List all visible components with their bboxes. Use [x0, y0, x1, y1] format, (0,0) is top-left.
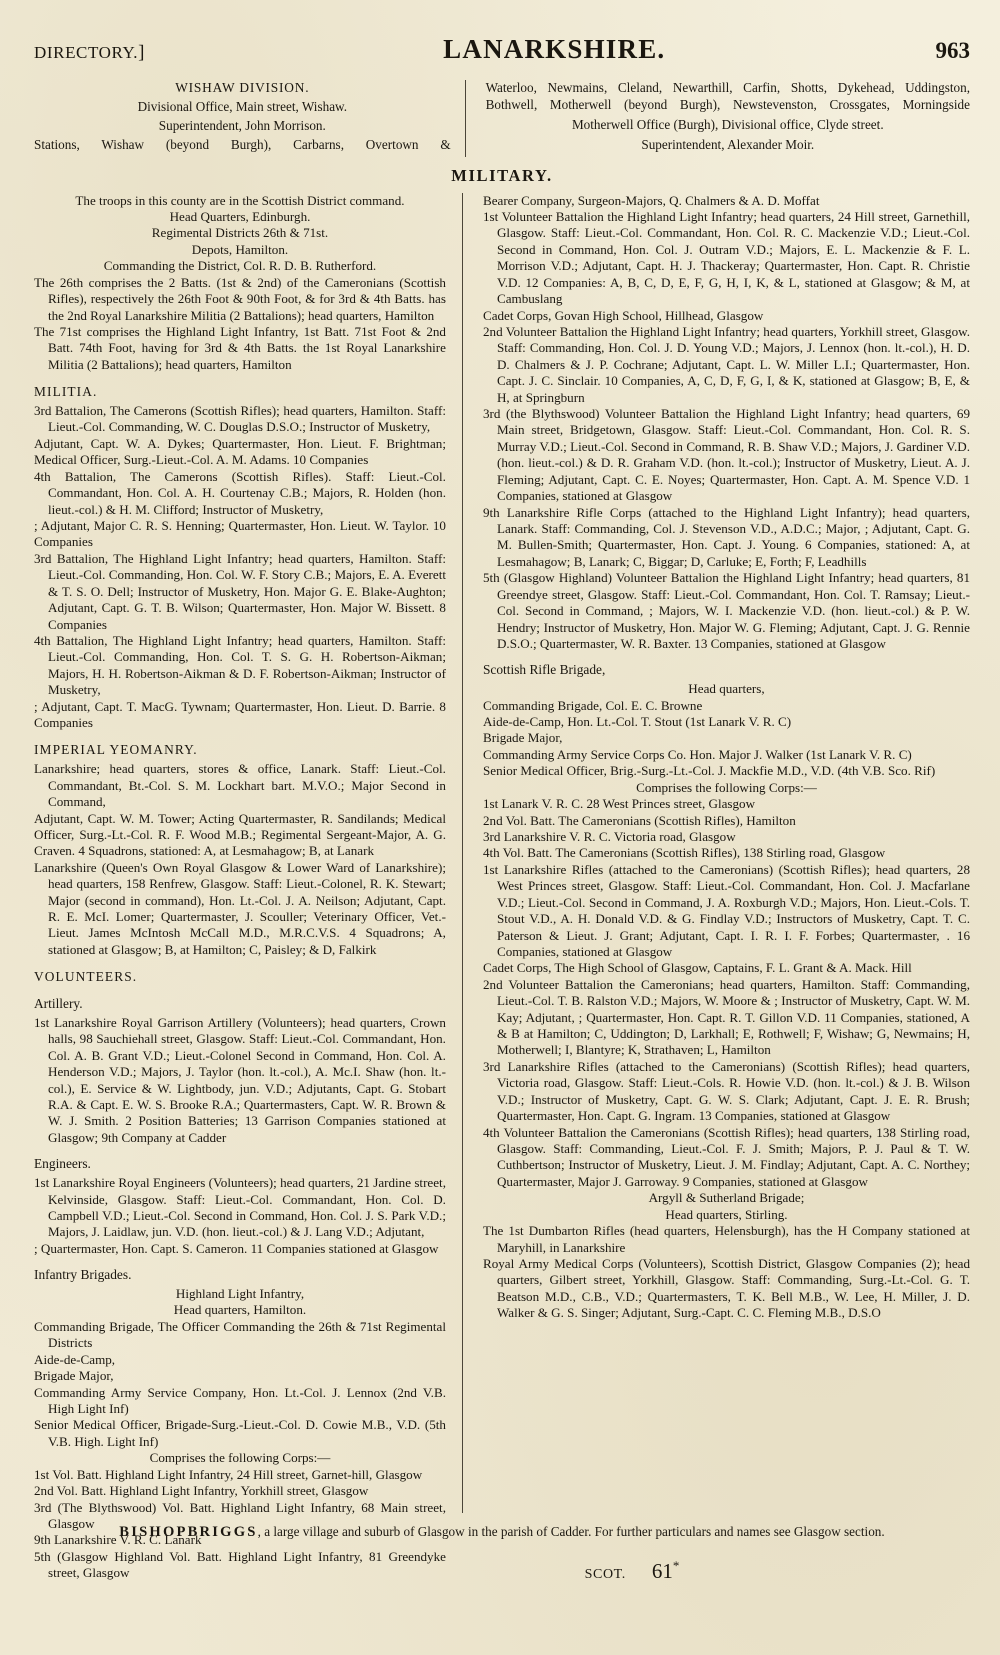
- intro-body-26th: The 26th comprises the 2 Batts. (1st & 2nd) of the Cameronians (Scottish Rifles), respectively the 26th Foot & 90th Foot, & for 3rd & 4th Batts. has the 2nd Royal Lanarkshire Militia (2 Battalions); head quarters, Hamilton: [34, 274, 446, 323]
- srb-staff-1: Commanding Brigade, Col. E. C. Browne: [482, 697, 703, 713]
- hli-brigade-staff-1: Commanding Brigade, The Officer Commanding the 26th & 71st Regimental Districts: [34, 1318, 446, 1351]
- wishaw-superintendent: Superintendent, John Morrison.: [158, 118, 326, 133]
- srb-staff-5: Senior Medical Officer, Brig.-Surg.-Lt.-Col. J. Mackfie M.D., V.D. (4th V.B. Sco. Rif): [482, 763, 936, 779]
- motherwell-superintendent: Superintendent, Alexander Moir.: [641, 136, 815, 152]
- intro-body-71st: The 71st comprises the Highland Light Infantry, 1st Batt. 71st Foot & 2nd Batt. 74th Foot, having for 3rd & 4th Batts. the 1st Royal Lanarkshire Militia (2 Battalions); head quarters, Hamilton: [34, 323, 446, 372]
- right-column: [462, 193, 970, 1513]
- srb-unit-2nd-vb-cameronians: 2nd Volunteer Battalion the Cameronians; head quarters, Hamilton. Staff: Commanding, Lieut.-Col. T. B. Ralston V.D.; Majors, W. Moore & ; Instructor of Musketry, Capt. W. M. Kay; Adjutant, ; Quartermaster, Hon. Capt. R. T. Gillon V.D. 11 Companies, stationed, A & B at Hamilton; C, Uddington; D, Larkhall; E, Rothwell; F, Wishaw; G, Newmains; H, Motherwell; I, Blantyre; K, Strathaven; L, Hamilton: [482, 976, 970, 1058]
- hli-brigade-corps-3: 3rd (The Blythswood) Vol. Batt. Highland Light Infantry, 68 Main street, Glasgow: [34, 1499, 446, 1531]
- militia-entry-1: 3rd Battalion, The Camerons (Scottish Rifles); head quarters, Hamilton. Staff: Lieut.-Col. Commanding, W. C. Douglas D.S.O.; Instructor of Musketry,: [34, 403, 446, 435]
- imperial-yeomanry-heading: IMPERIAL YEOMANRY.: [34, 742, 198, 758]
- militia-entry-4: 4th Battalion, The Highland Light Infantry; head quarters, Hamilton. Staff: Lieut.-Col. Commanding, Hon. Col. T. S. G. H. Robertson-Aikman; Majors, H. H. Robertson-Aikman & D. F. Robertson-Aikman; Instructor of Musketry,: [34, 632, 446, 698]
- artillery-entry-1: 1st Lanarkshire Royal Garrison Artillery (Volunteers); head quarters, Crown halls, 98 Sauchiehall street, Glasgow. Staff: Lieut.-Col. Commandant, Hon. Col. A. B. Grant V.D.; Lieut.-Colonel Second in Command, Hon. Col. A. Henderson V.D.; Majors, J. Taylor (hon. lt.-col.), A. Mc.I. Shaw (hon. lt.-col.), E. Service & W. Lightbody, jun. V.D.; Adjutants, Capt. G. Stobart R.A. & Capt. E. W. S. Brooke R.A.; Quartermasters, Capt. W. R. Brown & W. J. Smith. 2 Position Batteries; 13 Garrison Companies stationed at Glasgow; 9th Company at Cadder: [34, 1014, 446, 1145]
- srb-unit-3rd-lanarkshire: 3rd Lanarkshire Rifles (attached to the Cameronians) (Scottish Rifles); head quarters, Victoria road, Glasgow. Staff: Lieut.-Cols. R. Howie V.D. (hon. lt.-col.) & J. B. Wilson V.D.; Instructor of Musketry, Capt. G. W. S. Clark; Adjutant, Capt. J. E. R. Brush; Quartermaster, Hon. Capt. G. Ingram. 13 Companies, stationed at Glasgow: [482, 1058, 970, 1124]
- wishaw-division: [34, 80, 465, 157]
- scottish-rifle-brigade-name: Scottish Rifle Brigade,: [482, 662, 606, 678]
- scottish-rifle-brigade-hq: Head quarters,: [688, 681, 765, 697]
- motherwell-division: [465, 80, 970, 157]
- militia-entry-3: 3rd Battalion, The Highland Light Infantry; head quarters, Hamilton. Staff: Lieut.-Col. Commanding, Hon. Col. W. F. Story C.B.; Majors, E. A. Everett & T. S. O. Dell; Instructor of Musketry, Hon. Major G. E. Blake-Aughton; Adjutant, Capt. G. T. B. Wilson; Quartermaster, Hon. Major W. Bissett. 8 Companies: [34, 550, 446, 632]
- wishaw-stations-continued: Waterloo, Newmains, Cleland, Newarthill, Carfin, Shotts, Dykehead, Uddingston, Bothwell, Motherwell (beyond Burgh), Newstevenston, Crossgates, Morningside: [485, 80, 970, 112]
- srb-staff-2: Aide-de-Camp, Hon. Lt.-Col. T. Stout (1st Lanark V. R. C): [482, 714, 792, 730]
- argyll-entry-ramc: Royal Army Medical Corps (Volunteers), Scottish District, Glasgow Companies (2); head quarters, Gilbert street, Yorkhill, Glasgow. Staff: Commanding, Surg.-Lt.-Col. G. T. Beatson M.D., C.B., V.D.; Quartermasters, T. K. Bell M.B., W. Lee, H. Miller, J. D. Walker & G. S. Singer; Adjutant, Surg.-Capt. C. C. Fleming M.B., D.S.O: [482, 1255, 970, 1321]
- hli-brigade-staff-2: Aide-de-Camp,: [34, 1351, 116, 1367]
- argyll-brigade-hq: Head quarters, Stirling.: [665, 1206, 788, 1222]
- hli-corps-1st-vb: 1st Volunteer Battalion the Highland Light Infantry; head quarters, 24 Hill street, Garnethill, Glasgow. Staff: Lieut.-Col. Commandant, Hon. Col. R. C. Mackenzie V.D.; Lieut.-Col. Second in Command, Hon. Col. J. Outram V.D.; Majors, E. L. Mackenzie & F. L. Morrison V.D.; Adjutant, Capt. H. J. Thackeray; Quartermaster, Hon. Capt. R. Christie V.D. 12 Companies: A, B, C, D, E, F, G, H, I, K, & L, stationed at Glasgow; & M, at Cambuslang: [482, 208, 970, 307]
- militia-heading: MILITIA.: [34, 384, 98, 400]
- hli-brigade-corps-5: 5th (Glasgow Highland Vol. Batt. Highland Light Infantry, 81 Greendyke street, Glasgow: [34, 1548, 446, 1581]
- colophon-signature: [652, 1559, 680, 1583]
- hli-brigade-staff-3: Brigade Major,: [34, 1368, 114, 1384]
- argyll-entry-dumbarton: The 1st Dumbarton Rifles (head quarters, Helensburgh), has the H Company stationed at Maryhill, in Lanarkshire: [482, 1223, 970, 1255]
- srb-comprises-label: Comprises the following Corps:—: [636, 779, 817, 795]
- bishopbriggs-placename: BISHOPBRIGGS: [119, 1523, 258, 1540]
- running-head-left: [34, 42, 145, 64]
- hli-brigade-corps-4: 9th Lanarkshire V. R. C. Lanark: [34, 1532, 202, 1548]
- militia-entry-4-cont: ; Adjutant, Capt. T. MacG. Tywnam; Quartermaster, Hon. Lieut. D. Barrie. 8 Companies: [34, 698, 446, 731]
- intro-line-4: Depots, Hamilton.: [191, 241, 289, 257]
- wishaw-stations: Stations, Wishaw (beyond Burgh), Carbarns, Overtown &: [34, 137, 451, 152]
- running-head: [34, 34, 970, 68]
- running-head-bracket: ]: [138, 42, 146, 63]
- colophon-signature-mark: *: [672, 1557, 680, 1573]
- police-divisions-block: [34, 80, 970, 157]
- hli-brigade-staff-4: Commanding Army Service Company, Hon. Lt.-Col. J. Lennox (2nd V.B. High Light Inf): [34, 1384, 446, 1417]
- colophon-signature-number: 61: [651, 1558, 673, 1583]
- srb-corps-1: 1st Lanark V. R. C. 28 West Princes street, Glasgow: [482, 796, 756, 812]
- yeomanry-entry-2: Lanarkshire (Queen's Own Royal Glasgow & Lower Ward of Lanarkshire); head quarters, 158 Renfrew, Glasgow. Staff: Lieut.-Colonel, R. K. Stewart; Major (second in command), Hon. Lt.-Col. J. A. Neilson; Adjutant, Capt. R. E. McI. Lomer; Quartermaster, J. Scouller; Veterinary Officer, Vet.-Lieut. James McIntosh McCall M.D., M.R.C.V.S. 4 Squadrons; A, stationed at Glasgow; B, at Hamilton; C, Paisley; & D, Falkirk: [34, 859, 446, 957]
- engineers-entry-1: 1st Lanarkshire Royal Engineers (Volunteers); head quarters, 21 Jardine street, Kelvinside, Glasgow. Staff: Lieut.-Col. Commandant, Hon. Col. D. Campbell V.D.; Lieut.-Col. Second in Command, Hon. Col. J. S. Park V.D.; Majors, J. Laidlaw, jun. V.D. (hon. lieut.-col.) & J. Lang V.D.; Adjutant,: [34, 1175, 446, 1240]
- running-head-title: LANARKSHIRE.: [443, 34, 666, 64]
- argyll-brigade-name: Argyll & Sutherland Brigade;: [648, 1190, 805, 1206]
- infantry-brigades-heading: Infantry Brigades.: [34, 1267, 132, 1283]
- motherwell-office: Motherwell Office (Burgh), Divisional office, Clyde street.: [571, 116, 884, 132]
- intro-line-1: The troops in this county are in the Scottish District command.: [75, 192, 405, 208]
- bishopbriggs-text: , a large village and suburb of Glasgow in the parish of Cadder. For further particulars and names see Glasgow section.: [257, 1523, 885, 1539]
- hli-brigade-comprises-label: Comprises the following Corps:—: [149, 1450, 331, 1466]
- wishaw-divisional-office: Divisional Office, Main street, Wishaw.: [137, 99, 348, 114]
- srb-corps-3: 3rd Lanarkshire V. R. C. Victoria road, Glasgow: [482, 828, 736, 844]
- srb-unit-cadet-high-school: Cadet Corps, The High School of Glasgow, Captains, F. L. Grant & A. Mack. Hill: [482, 960, 912, 976]
- hli-corps-2nd-vb: 2nd Volunteer Battalion the Highland Light Infantry; head quarters, Yorkhill street, Glasgow. Staff: Commanding, Hon. Col. J. D. Young V.D.; Majors, J. Lennox (hon. lt.-col.), H. D. D. Chalmers & J. P. Cochrane; Adjutant, Capt. L. W. Miller L.I.; Quartermaster, Hon. Capt. J. C. Sinclair. 10 Companies, A, C, D, F, G, I, & K, stationed at Glasgow; B, E, & H, at Springburn: [482, 323, 970, 405]
- srb-staff-3: Brigade Major,: [482, 730, 563, 746]
- intro-line-5: Commanding the District, Col. R. D. B. Rutherford.: [103, 258, 377, 274]
- running-head-left-label: DIRECTORY.: [34, 43, 139, 62]
- militia-entry-1-cont: Adjutant, Capt. W. A. Dykes; Quartermaster, Hon. Lieut. F. Brightman; Medical Officer, Surg.-Lieut.-Col. A. M. Adams. 10 Companies: [34, 435, 446, 468]
- engineers-entry-1-cont: ; Quartermaster, Hon. Capt. S. Cameron. 11 Companies stationed at Glasgow: [34, 1240, 439, 1256]
- hli-brigade-name: Highland Light Infantry,: [175, 1286, 305, 1302]
- intro-line-3: Regimental Districts 26th & 71st.: [151, 225, 329, 241]
- artillery-heading: Artillery.: [34, 996, 83, 1012]
- srb-staff-4: Commanding Army Service Corps Co. Hon. Major J. Walker (1st Lanark V. R. C): [482, 746, 912, 762]
- srb-unit-1st-lanarkshire: 1st Lanarkshire Rifles (attached to the Cameronians) (Scottish Rifles); head quarters, 28 West Princes street, Glasgow. Staff: Lieut.-Col. Commandant, Hon. Col. J. Macfarlane V.D.; Lieut.-Col. Second in Command, J. A. Roxburgh V.D.; Majors, Hon. Lieut.-Cols. T. Stout V.D., A. H. Donald V.D. & G. Findlay V.D.; Instructors of Musketry, Capt. T. C. Paterson & Lieut. J. Grant; Adjutant, Capt. I. R. I. F. Forbes; Quartermaster, . 16 Companies, stationed at Glasgow: [482, 861, 970, 959]
- intro-line-2: Head Quarters, Edinburgh.: [169, 208, 311, 224]
- wishaw-division-heading: WISHAW DIVISION.: [175, 80, 310, 95]
- page-number: 963: [935, 38, 970, 63]
- militia-entry-2: 4th Battalion, The Camerons (Scottish Rifles). Staff: Lieut.-Col. Commandant, Hon. Col. A. H. Courtenay C.B.; Majors, R. Holden (hon. lieut.-col.) & H. M. Clifford; Instructor of Musketry,: [34, 468, 446, 517]
- yeomanry-entry-1-cont: Adjutant, Capt. W. M. Tower; Acting Quartermaster, R. Sandilands; Medical Officer, Surg.-Lt.-Col. R. F. Wood M.B.; Regimental Sergeant-Major, A. G. Craven. 4 Squadrons, stationed: A, at Lesmahagow; B, at Lanark: [34, 810, 446, 859]
- volunteers-heading: VOLUNTEERS.: [34, 969, 138, 985]
- srb-unit-4th-vb-cameronians: 4th Volunteer Battalion the Cameronians (Scottish Rifles); head quarters, 138 Stirling road, Glasgow. Staff: Commanding, Lieut.-Col. F. J. Smith; Majors, P. J. Paul & T. W. Cuthbertson; Instructor of Musketry, Lieut. J. M. Findlay; Adjutant, Capt. A. C. Northey; Quartermaster, Major J. Garroway. 9 Companies, stationed at Glasgow: [482, 1124, 970, 1189]
- hli-brigade-corps-2: 2nd Vol. Batt. Highland Light Infantry, Yorkhill street, Glasgow: [34, 1483, 369, 1499]
- srb-corps-4: 4th Vol. Batt. The Cameronians (Scottish Rifles), 138 Stirling road, Glasgow: [482, 845, 886, 861]
- srb-corps-2: 2nd Vol. Batt. The Cameronians (Scottish Rifles), Hamilton: [482, 812, 796, 828]
- militia-entry-2-cont: ; Adjutant, Major C. R. S. Henning; Quartermaster, Hon. Lieut. W. Taylor. 10 Companies: [34, 517, 446, 550]
- colophon-series: SCOT.: [584, 1566, 626, 1582]
- hli-brigade-staff-5: Senior Medical Officer, Brigade-Surg.-Lieut.-Col. D. Cowie M.B., V.D. (5th V.B. High. Light Inf): [34, 1417, 446, 1449]
- hli-corps-9th-lanarkshire: 9th Lanarkshire Rifle Corps (attached to the Highland Light Infantry); head quarters, Lanark. Staff: Commanding, Col. J. Stevenson V.D., A.D.C.; Major, ; Adjutant, Capt. G. M. Bullen-Smith; Quartermaster, Hon. Capt. J. Young. 6 Companies, stationed: A, at Lesmahagow; B, Lanark; C, Biggar; D, Carluke; E, Forth; F, Leadhills: [482, 504, 970, 569]
- hli-corps-3rd-vb: 3rd (the Blythswood) Volunteer Battalion the Highland Light Infantry; head quarters, 69 Main street, Bridgetown, Glasgow. Staff: Lieut.-Col. Commandant, Hon. Col. R. S. Murray V.D.; Lieut.-Col. Second in Command, R. B. Shaw V.D.; Majors, J. Gardiner V.D. (hon. lieut.-col.) & D. R. Graham V.D. (hon. lt.-col.); Instructor of Musketry, Lieut. A. J. Fleming; Adjutant, Capt. C. E. Noyes; Quartermaster, Hon. Capt. A. M. Spence V.D. 1 Companies, stationed at Glasgow: [482, 406, 970, 504]
- hli-corps-bearer-company: Bearer Company, Surgeon-Majors, Q. Chalmers & A. D. Moffat: [482, 192, 820, 208]
- engineers-heading: Engineers.: [34, 1156, 91, 1172]
- yeomanry-entry-1: Lanarkshire; head quarters, stores & office, Lanark. Staff: Lieut.-Col. Commandant, Bt.-Col. S. M. Lockhart bart. M.V.O.; Major Second in Command,: [34, 761, 446, 810]
- hli-brigade-corps-1: 1st Vol. Batt. Highland Light Infantry, 24 Hill street, Garnet-hill, Glasgow: [34, 1466, 423, 1482]
- hli-corps-cadet-govan: Cadet Corps, Govan High School, Hillhead, Glasgow: [482, 307, 764, 323]
- hli-brigade-hq: Head quarters, Hamilton.: [173, 1302, 307, 1318]
- hli-corps-5th-vb: 5th (Glasgow Highland) Volunteer Battalion the Highland Light Infantry; head quarters, 81 Greendye street, Glasgow. Staff: Lieut.-Col. Commandant, Hon. Col. T. Ramsay; Lieut.-Col. Second in Command, ; Majors, W. I. Mackenzie V.D. (hon. lieut.-col.) & P. W. Hendry; Instructor of Musketry, Hon. Major W. G. Fleming; Adjutant, Capt. J. G. Rennie D.S.O.; Quartermaster, W. R. Baxter. 13 Companies, stationed at Glasgow: [482, 570, 970, 651]
- military-section-heading: MILITARY.: [451, 165, 553, 185]
